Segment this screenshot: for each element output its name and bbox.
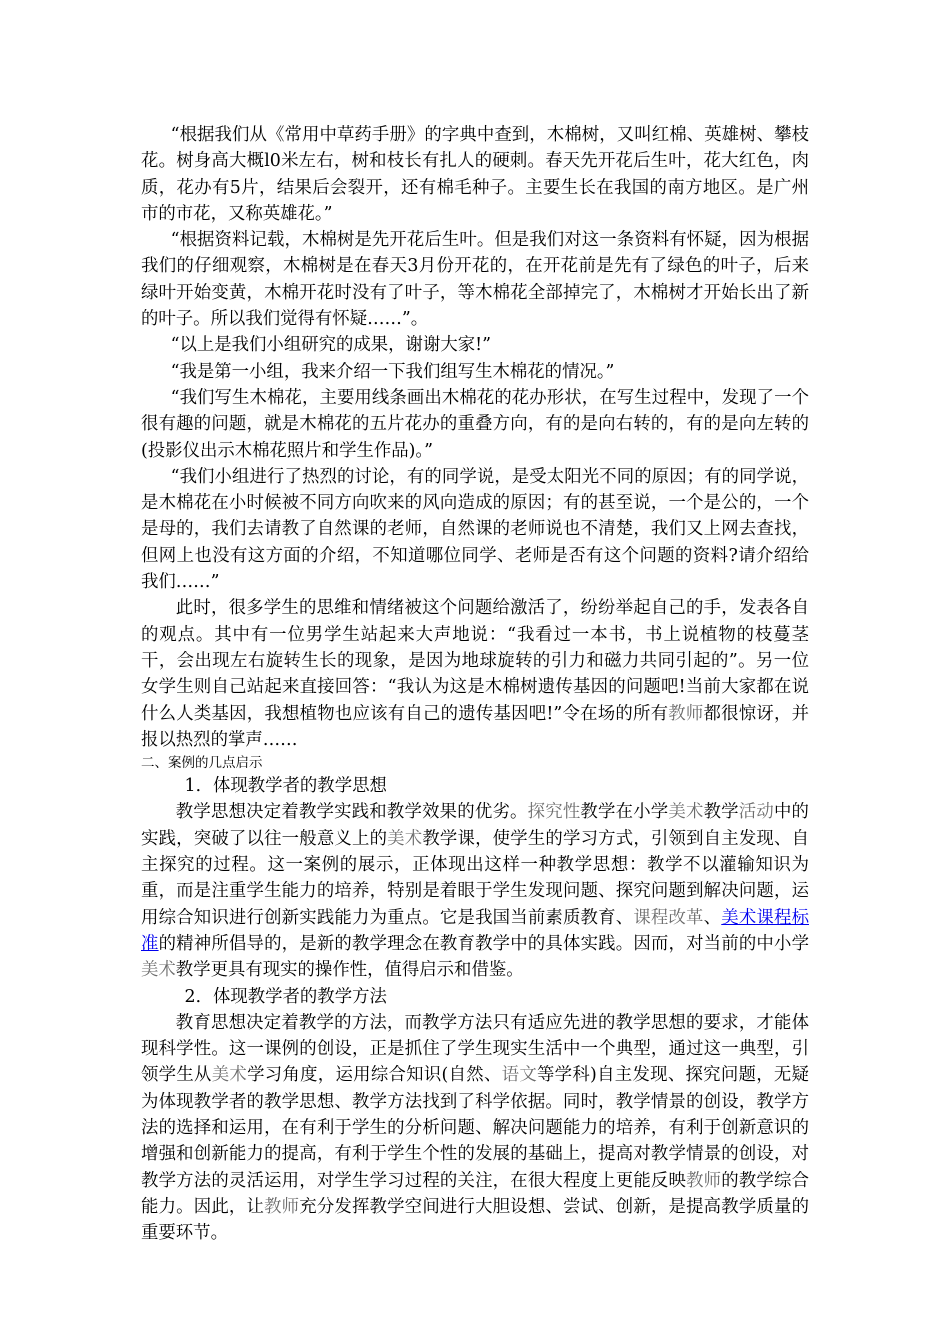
p9-text-3: 等学科)自主发现、探究问题，无疑为体现教学者的教学思想、教学方法找到了科学依据。同时，教学情景的创设，教学方法的选择和运用，在有利于学生的分析问题、解决问题能力的培养，有利于创新意识的增强和创新能力的提高，有利于学生个性的发展的基础上，提高对教学情景的创设，对教学方法的灵活运用，对学生学习过程的关注，在很大程度上更能反映 <box>141 1065 809 1191</box>
keyword-art-link[interactable]: 美术 <box>668 802 704 823</box>
p8-text-7: 的精神所倡导的，是新的教学理念在教育教学中的具体实践。因而，对当前的中小学 <box>158 933 809 954</box>
paragraph-7 <box>141 595 809 753</box>
paragraph-3: “以上是我们小组研究的成果，谢谢大家!” <box>170 335 491 356</box>
paragraph-8 <box>141 799 809 983</box>
paragraph-5: “我们写生木棉花，主要用线条画出木棉花的花办形状，在写生过程中，发现了一个很有趣的问题，就是木棉花的五片花办的重叠方向，有的是向右转的，有的是向左转的(投影仪出示木棉花照片和学生作品)。” <box>141 387 809 461</box>
keyword-teacher-link[interactable]: 教师 <box>668 703 704 724</box>
p9-text-1: 教育思想决定着教学的方法，而教学方法只有适应先进的教学思想的要求，才能体现科学性。这一课例的创设，正是抓住了学生现实生活中一个典型，通过这一典型，引领学生从 <box>141 1012 809 1086</box>
keyword-art-link-3[interactable]: 美术 <box>141 960 176 981</box>
p8-text-2: 教学在小学 <box>580 802 669 823</box>
keyword-teacher-link-2[interactable]: 教师 <box>686 1170 722 1191</box>
keyword-chinese-link[interactable]: 语文 <box>501 1065 537 1086</box>
paragraph-7-text-b: 都很惊讶，并报以热烈的掌声…… <box>141 703 809 750</box>
keyword-teacher-link-3[interactable]: 教师 <box>264 1196 300 1217</box>
subheading-1: 1．体现教学者的教学思想 <box>184 776 387 797</box>
paragraph-4: “我是第一小组，我来介绍一下我们组写生木棉花的情况。” <box>170 361 615 382</box>
subheading-2: 2．体现教学者的教学方法 <box>184 986 387 1007</box>
p8-text-1: 教学思想决定着教学实践和教学效果的优劣。 <box>175 802 528 823</box>
p8-text-6: 、 <box>703 907 722 928</box>
paragraph-7-text-a: 此时，很多学生的思维和情绪被这个问题给激活了，纷纷举起自己的手，发表各自的观点。其中有一位男学生站起来大声地说：“我看过一本书，书上说植物的枝蔓茎干，会出现左右旋转生长的现象，是因为地球旋转的引力和磁力共同引起的”。另一位女学生则自己站起来直接回答：“我认为这是木棉树遗传基因的问题吧!当前大家都在说什么人类基因，我想植物也应该有自己的遗传基因吧!”令在场的所有 <box>141 598 809 724</box>
keyword-art-link-2[interactable]: 美术 <box>387 828 423 849</box>
p9-text-4: 的教学综合能力。因此，让 <box>141 1170 809 1217</box>
document-body <box>141 122 809 1246</box>
p8-text-4: 中的实践，突破了以往一般意义上的 <box>141 802 809 849</box>
p9-text-2: 学习角度，运用综合知识(自然、 <box>247 1065 502 1086</box>
keyword-activity-link[interactable]: 活动 <box>738 802 774 823</box>
p8-text-5: 教学课，使学生的学习方式，引领到自主发现、自主探究的过程。这一案例的展示，正体现出这样一种教学思想：教学不以灌输知识为重，而是注重学生能力的培养，特别是着眼于学生发现问题、探究问题到解决问题，运用综合知识进行创新实践能力为重点。它是我国当前素质教育、 <box>141 828 809 928</box>
paragraph-1: “根据我们从《常用中草药手册》的字典中查到，木棉树，又叫红棉、英雄树、攀枝花。树身高大概l0米左右，树和枝长有扎人的硬刺。春天先开花后生叶，花大红色，肉质，花办有5片，结果后会裂开，还有棉毛种子。主要生长在我国的南方地区。是广州市的市花，又称英雄花。” <box>141 125 809 224</box>
p9-text-5: 充分发挥教学空间进行大胆设想、尝试、创新，是提高教学质量的重要环节。 <box>141 1196 809 1244</box>
keyword-inquiry-link[interactable]: 探究性 <box>527 802 581 823</box>
art-curriculum-standard-link[interactable]: 美术课程标准 <box>141 907 809 954</box>
keyword-curriculum-reform-link[interactable]: 课程改革 <box>633 907 704 928</box>
paragraph-6: “我们小组进行了热烈的讨论，有的同学说，是受太阳光不同的原因；有的同学说，是木棉花在小时候被不同方向吹来的风向造成的原因；有的甚至说，一个是公的，一个是母的，我们去请教了自然课的老师，自然课的老师说也不清楚，我们又上网去查找，但网上也没有这方面的介绍，不知道哪位同学、老师是否有这个问题的资料?请介绍给我们……” <box>141 466 809 593</box>
paragraph-9 <box>141 1010 809 1247</box>
section-heading-2: 二、案例的几点启示 <box>141 755 263 772</box>
paragraph-2: “根据资料记载，木棉树是先开花后生叶。但是我们对这一条资料有怀疑，因为根据我们的仔细观察，木棉树是在春天3月份开花的，在开花前是先有了绿色的叶子，后来绿叶开始变黄，木棉开花时没有了叶子，等木棉花全部掉完了，木棉树才开始长出了新的叶子。所以我们觉得有怀疑……”。 <box>141 230 809 330</box>
p8-text-3: 教学 <box>703 802 739 823</box>
p8-text-8: 教学更具有现实的操作性，值得启示和借鉴。 <box>175 960 524 981</box>
keyword-art-link-4[interactable]: 美术 <box>211 1065 248 1086</box>
